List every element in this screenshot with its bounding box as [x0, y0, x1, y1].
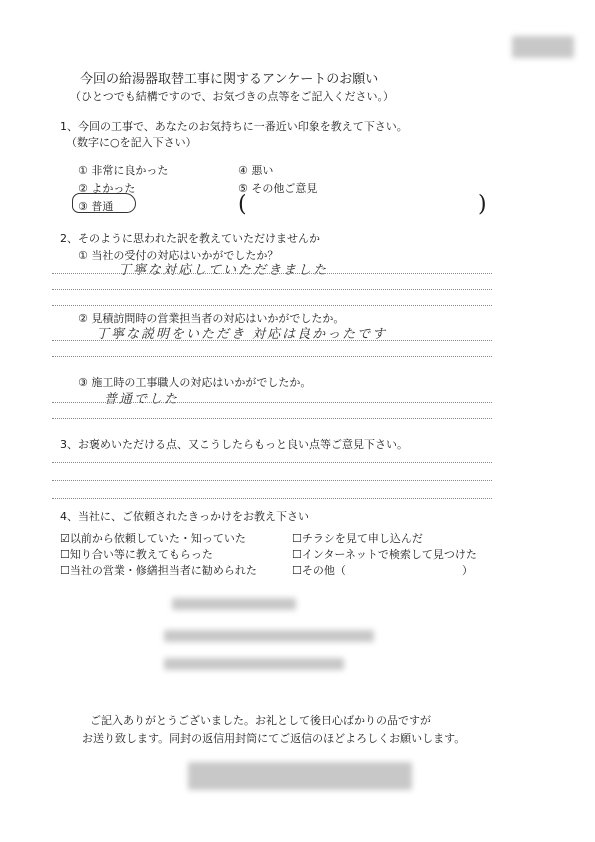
- q4-option-prior-relationship[interactable]: ☑以前から依頼していた・知っていた: [60, 532, 246, 545]
- q2-answer3: 普通でした: [104, 392, 180, 407]
- q3-line-1: [52, 462, 492, 463]
- q2-sub1: ① 当社の受付の対応はいかがでしたか？: [78, 249, 279, 262]
- redacted-address: [164, 630, 374, 642]
- q1-opinion-paren-open: (: [238, 192, 247, 217]
- redacted-date: [172, 598, 296, 610]
- q2-sub3: ③ 施工時の工事職人の対応はいかがでしたか。: [78, 376, 312, 389]
- q2-line-5: [52, 356, 492, 357]
- q1-option-5[interactable]: ⑤ その他ご意見: [238, 182, 318, 195]
- q2-line-6: [52, 402, 492, 403]
- q3-line-3: [52, 498, 492, 499]
- footer-line-2: お送り致します。同封の返信用封筒にてご返信のほどよろしくお願いします。: [82, 732, 466, 745]
- q1-note: （数字に○を記入下さい）: [66, 136, 197, 149]
- q4-option-internet[interactable]: ☐インターネットで検索して見つけた: [292, 548, 477, 561]
- q1-prompt: 1、今回の工事で、あなたのお気持ちに一番近い印象を教えて下さい。: [60, 120, 408, 133]
- page-subtitle: （ひとつでも結構ですので、お気づきの点等をご記入ください。）: [70, 90, 395, 103]
- q3-prompt: 3、お褒めいただける点、又こうしたらもっと良い点等ご意見下さい。: [60, 438, 408, 451]
- q1-option-4[interactable]: ④ 悪い: [238, 164, 274, 177]
- q2-line-4: [52, 340, 492, 341]
- q2-sub2: ② 見積訪問時の営業担当者の対応はいかがでしたか。: [78, 312, 345, 325]
- q4-option-other[interactable]: ☐その他（: [292, 564, 346, 577]
- q4-option-flyer[interactable]: ☐チラシを見て申し込んだ: [292, 532, 423, 545]
- q2-line-3: [52, 305, 492, 306]
- q2-answer1: 丁寧な対応していただきました: [118, 263, 329, 278]
- q4-option-referral[interactable]: ☐知り合い等に教えてもらった: [60, 548, 213, 561]
- q1-option-1[interactable]: ① 非常に良かった: [78, 164, 169, 177]
- q4-option-other-close: ）: [462, 564, 473, 577]
- q2-prompt: 2、そのように思われた訳を教えていただけませんか: [60, 232, 320, 245]
- q4-option-sales-recommendation[interactable]: ☐当社の営業・修繕担当者に勧められた: [60, 564, 257, 577]
- q2-line-7: [52, 418, 492, 419]
- q1-opinion-paren-close: ): [478, 192, 487, 217]
- q2-line-2: [52, 289, 492, 290]
- redacted-stamp: [512, 36, 574, 58]
- redacted-company-stamp: [188, 762, 412, 790]
- q4-prompt: 4、当社に、ご依頼されたきっかけをお教え下さい: [60, 510, 309, 523]
- footer-line-1: ご記入ありがとうございました。お礼として後日心ばかりの品ですが: [90, 714, 431, 727]
- q1-option-3[interactable]: ③ 普通: [78, 200, 114, 213]
- q2-line-1: [52, 273, 492, 274]
- q3-line-2: [52, 480, 492, 481]
- q1-option-2[interactable]: ② よかった: [78, 182, 136, 195]
- q1-option-3-circle-mark: [72, 193, 136, 213]
- page-title: 今回の給湯器取替工事に関するアンケートのお願い: [80, 72, 379, 87]
- redacted-name: [164, 658, 344, 670]
- q2-answer2: 丁寧な説明をいただき 対応は良かったです: [96, 327, 388, 342]
